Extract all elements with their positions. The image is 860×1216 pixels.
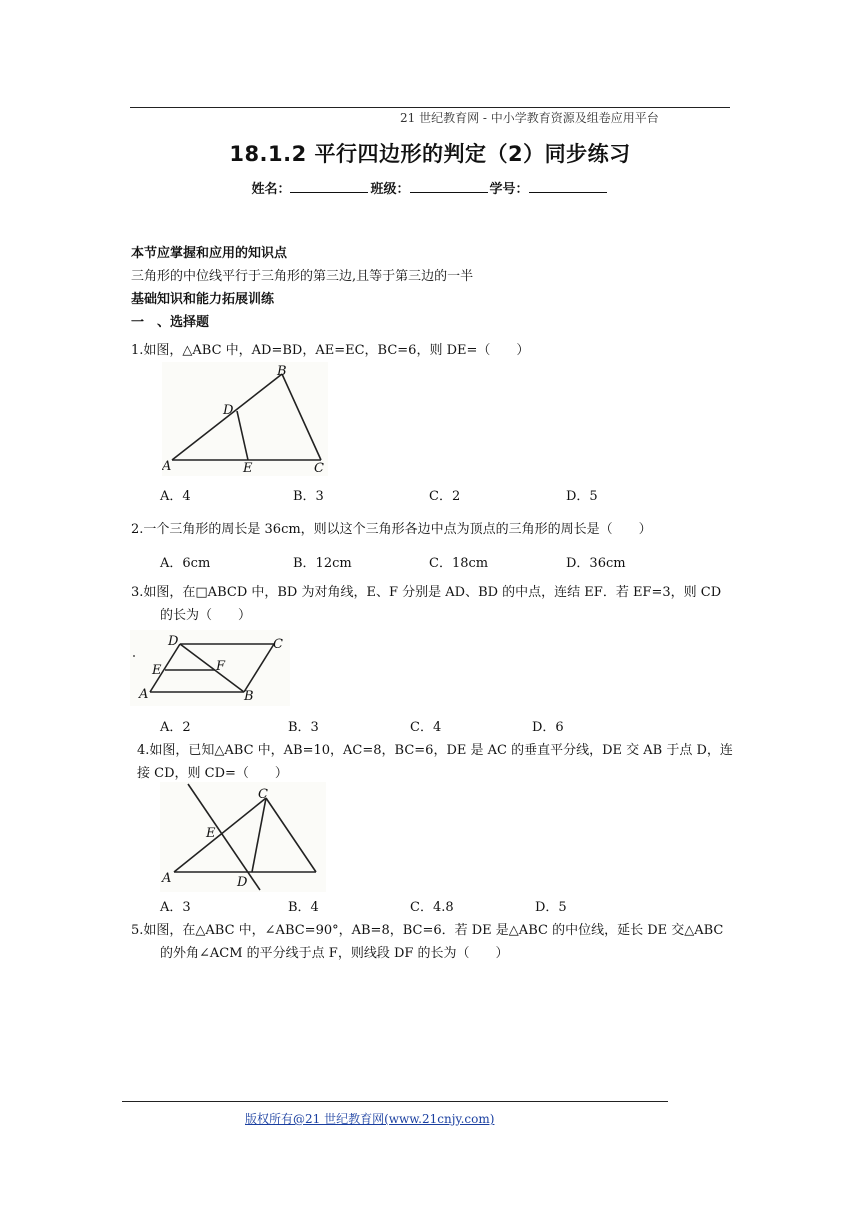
label-a: A [162,459,172,474]
label-b: B [244,689,254,704]
question-1-stem: 1.如图，△ABC 中，AD=BD，AE=EC，BC=6，则 DE=（ ） [131,343,530,358]
question-5-stem-line2: 的外角∠ACM 的平分线于点 F，则线段 DF 的长为（ ） [160,946,509,961]
parallelogram-abcd-figure [130,630,290,706]
label-f: F [216,659,226,674]
question-4-stem-line1: 4.如图，已知△ABC 中，AB=10，AC=8，BC=6，DE 是 AC 的垂直平分线，DE 交 AB 于点 D，连 [137,743,733,758]
label-d: D [223,403,234,418]
name-blank[interactable] [290,180,368,193]
q2-option-d[interactable]: D．36cm [566,556,626,571]
q3-option-a[interactable]: A．2 [160,720,191,735]
q4-option-d[interactable]: D．5 [535,900,567,915]
q4-option-a[interactable]: A．3 [160,900,191,915]
student-info-row [0,178,860,197]
perpendicular-bisector-figure [160,782,326,892]
section-one-heading: 一 、选择题 [131,315,210,330]
class-blank[interactable] [410,180,488,193]
q1-option-a[interactable]: A．4 [160,489,191,504]
label-e: E [206,826,216,841]
question-3-stem-line2: 的长为（ ） [160,608,252,623]
knowledge-text: 三角形的中位线平行于三角形的第三边,且等于第三边的一半 [131,269,474,284]
q3-option-c[interactable]: C．4 [410,720,442,735]
label-c: C [314,461,324,476]
page-title: 18.1.2 平行四边形的判定（2）同步练习 [229,142,631,166]
q3-option-b[interactable]: B．3 [288,720,319,735]
class-label: 班级： [370,182,410,197]
label-b: B [277,364,287,379]
question-2-stem: 2.一个三角形的周长是 36cm，则以这个三角形各边中点为顶点的三角形的周长是（ ） [131,522,652,537]
label-c: C [258,787,268,802]
label-c: C [273,637,283,652]
q2-option-b[interactable]: B．12cm [293,556,352,571]
id-label: 学号： [489,182,529,197]
id-blank[interactable] [529,180,607,193]
label-a: A [139,687,149,702]
question-1-figure [162,362,328,476]
header-site-text: 21 世纪教育网 - 中小学教育资源及组卷应用平台 [400,111,659,125]
stray-dot [133,655,135,657]
training-heading: 基础知识和能力拓展训练 [131,292,275,307]
q3-option-d[interactable]: D．6 [532,720,564,735]
q2-option-a[interactable]: A．6cm [160,556,211,571]
q1-option-b[interactable]: B．3 [293,489,324,504]
label-e: E [152,663,162,678]
footer-copyright-link[interactable]: 版权所有@21 世纪教育网(www.21cnjy.com) [245,1112,495,1126]
label-e: E [243,461,253,476]
q2-option-c[interactable]: C．18cm [429,556,489,571]
footer-rule [122,1101,668,1102]
knowledge-heading: 本节应掌握和应用的知识点 [131,246,288,261]
question-4-stem-line2: 接 CD，则 CD=（ ） [137,766,288,781]
question-4-figure [160,782,326,892]
question-5-stem-line1: 5.如图，在△ABC 中，∠ABC=90°，AB=8，BC=6．若 DE 是△ABC 的中位线，延长 DE 交△ABC [131,923,724,938]
name-label: 姓名： [251,182,291,197]
q1-option-d[interactable]: D．5 [566,489,598,504]
label-d: D [168,634,179,649]
header-rule [130,107,730,108]
q4-option-c[interactable]: C．4.8 [410,900,454,915]
q4-option-b[interactable]: B．4 [288,900,319,915]
question-3-stem-line1: 3.如图，在□ABCD 中，BD 为对角线，E、F 分别是 AD、BD 的中点，连结 EF．若 EF=3，则 CD [131,585,722,600]
question-3-figure [130,630,290,706]
label-d: D [237,875,248,890]
label-a: A [162,871,172,886]
triangle-abc-figure [162,362,328,476]
q1-option-c[interactable]: C．2 [429,489,461,504]
